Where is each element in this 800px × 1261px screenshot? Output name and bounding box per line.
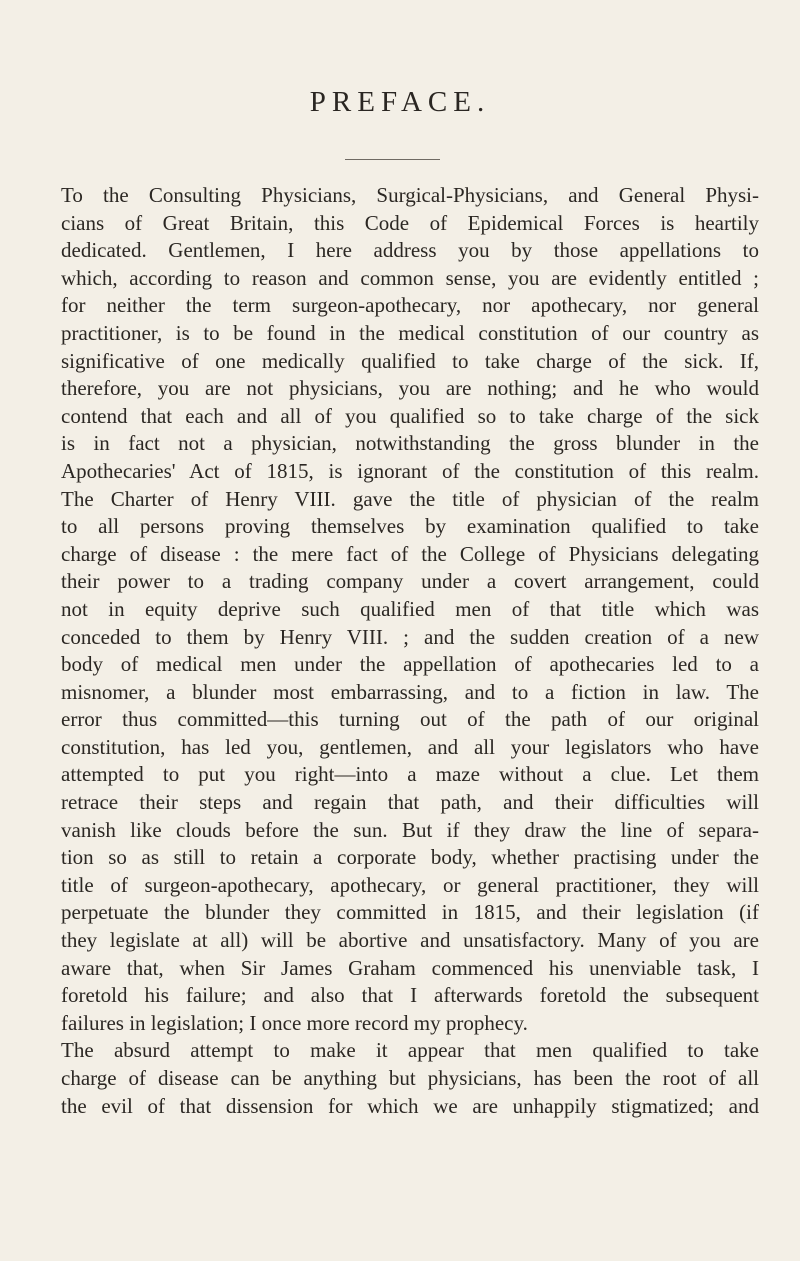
text-line: which, according to reason and common sense, you are evidently entitled ; <box>61 265 759 290</box>
text-line: is in fact not a physician, notwithstanding the gross blunder in the <box>61 431 759 456</box>
text-line: charge of disease : the mere fact of the College of Physicians delegating <box>61 541 759 566</box>
text-line: Apothecaries' Act of 1815, is ignorant of the constitution of this realm. <box>61 458 759 483</box>
text-line: charge of disease can be anything but physicians, has been the root of all <box>61 1066 759 1090</box>
text-line: foretold his failure; and also that I afterwards foretold the subsequent <box>61 983 759 1008</box>
text-line: retrace their steps and regain that path, and their difficulties will <box>61 790 759 815</box>
text-line: they legislate at all) will be abortive and unsatisfactory. Many of you are <box>61 928 759 953</box>
text-line: constitution, has led you, gentlemen, and all your legislators who have <box>61 734 759 759</box>
text-line: perpetuate the blunder they committed in 1815, and their legislation (if <box>61 900 759 925</box>
text-line: To the Consulting Physicians, Surgical-Physicians, and General Physi- <box>61 183 759 207</box>
text-line: aware that, when Sir James Graham commenced his unenviable task, I <box>61 955 759 980</box>
text-line: error thus committed—this turning out of the path of our original <box>61 707 759 732</box>
text-line: vanish like clouds before the sun. But if they draw the line of separa- <box>61 817 759 842</box>
text-line: title of surgeon-apothecary, apothecary, or general practitioner, they will <box>61 872 759 897</box>
text-line: the evil of that dissension for which we are unhappily stigmatized; and <box>61 1093 759 1118</box>
text-line: not in equity deprive such qualified men of that title which was <box>61 596 759 621</box>
title-divider <box>345 159 440 160</box>
text-line: tion so as still to retain a corporate body, whether practising under the <box>61 845 759 870</box>
text-line: The absurd attempt to make it appear that men qualified to take <box>61 1038 759 1063</box>
text-line: contend that each and all of you qualified so to take charge of the sick <box>61 403 759 428</box>
text-line: conceded to them by Henry VIII. ; and the sudden creation of a new <box>61 624 759 649</box>
text-line: their power to a trading company under a covert arrangement, could <box>61 569 759 594</box>
page-title: PREFACE. <box>309 86 491 118</box>
text-line: to all persons proving themselves by examination qualified to take <box>61 514 759 539</box>
text-line: therefore, you are not physicians, you are nothing; and he who would <box>61 376 759 401</box>
text-line: The Charter of Henry VIII. gave the title of physician of the realm <box>61 486 759 511</box>
text-line: significative of one medically qualified to take charge of the sick. If, <box>61 348 759 373</box>
text-line: attempted to put you right—into a maze without a clue. Let them <box>61 762 759 787</box>
text-line: failures in legislation; I once more record my prophecy. <box>61 1010 528 1035</box>
text-line: practitioner, is to be found in the medical constitution of our country as <box>61 320 759 345</box>
preface-body <box>61 182 759 1120</box>
text-line: for neither the term surgeon-apothecary, nor apothecary, nor general <box>61 293 759 318</box>
text-line: body of medical men under the appellation of apothecaries led to a <box>61 652 759 677</box>
text-line: misnomer, a blunder most embarrassing, and to a fiction in law. The <box>61 679 759 704</box>
text-line: cians of Great Britain, this Code of Epidemical Forces is heartily <box>61 210 759 235</box>
text-line: dedicated. Gentlemen, I here address you by those appellations to <box>61 238 759 263</box>
